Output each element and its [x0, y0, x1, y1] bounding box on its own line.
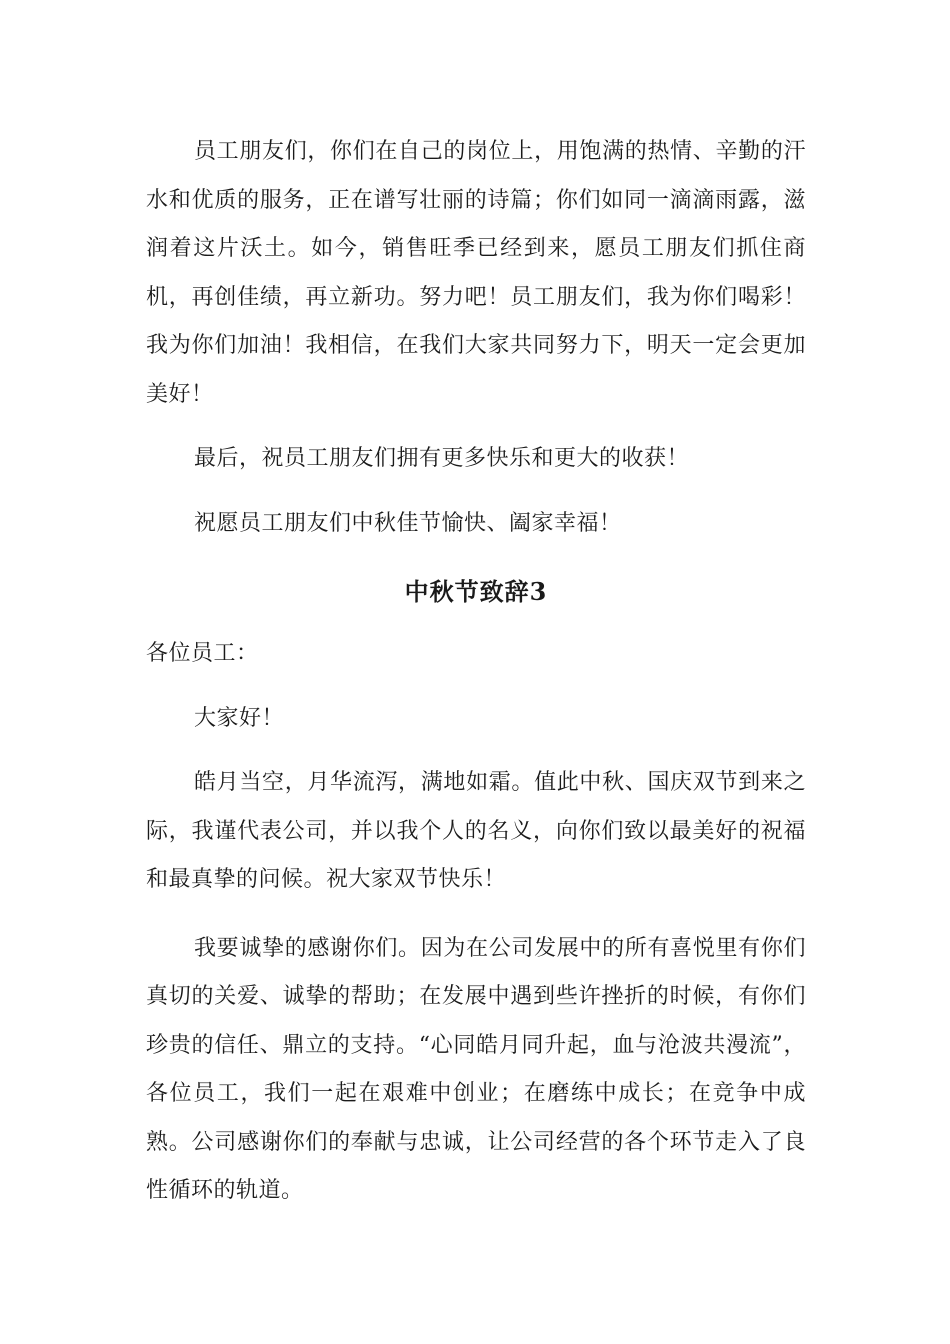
section-title: 中秋节致辞3 [404, 577, 548, 606]
greeting: 大家好！ [194, 705, 285, 731]
body-paragraph: 我要诚挚的感谢你们。因为在公司发展中的所有喜悦里有你们真切的关爱、诚挚的帮助；在发展中遇到些许挫折的时候，有你们珍贵的信任、鼎立的支持。“心同皓月同升起，血与沧波共漫流”，各位员工，我们一起在艰难中创业；在磨练中成长；在竞争中成熟。公司感谢你们的奉献与忠诚，让公司经营的各个环节走入了良性循环的轨道。 [146, 935, 806, 1203]
body-paragraph: 皓月当空，月华流泻，满地如霜。值此中秋、国庆双节到来之际，我谨代表公司，并以我个人的名义，向你们致以最美好的祝福和最真挚的问候。祝大家双节快乐！ [146, 770, 806, 892]
salutation: 各位员工： [146, 641, 259, 666]
body-paragraph: 员工朋友们，你们在自己的岗位上，用饱满的热情、辛勤的汗水和优质的服务，正在谱写壮丽的诗篇；你们如同一滴滴雨露，滋润着这片沃土。如今，销售旺季已经到来，愿员工朋友们抓住商机，再创佳绩，再立新功。努力吧！员工朋友们，我为你们喝彩！我为你们加油！我相信，在我们大家共同努力下，明天一定会更加美好！ [146, 139, 806, 407]
body-paragraph: 最后，祝员工朋友们拥有更多快乐和更大的收获！ [194, 446, 690, 471]
document-body [146, 128, 806, 1216]
body-paragraph: 祝愿员工朋友们中秋佳节愉快、阖家幸福！ [194, 510, 622, 536]
